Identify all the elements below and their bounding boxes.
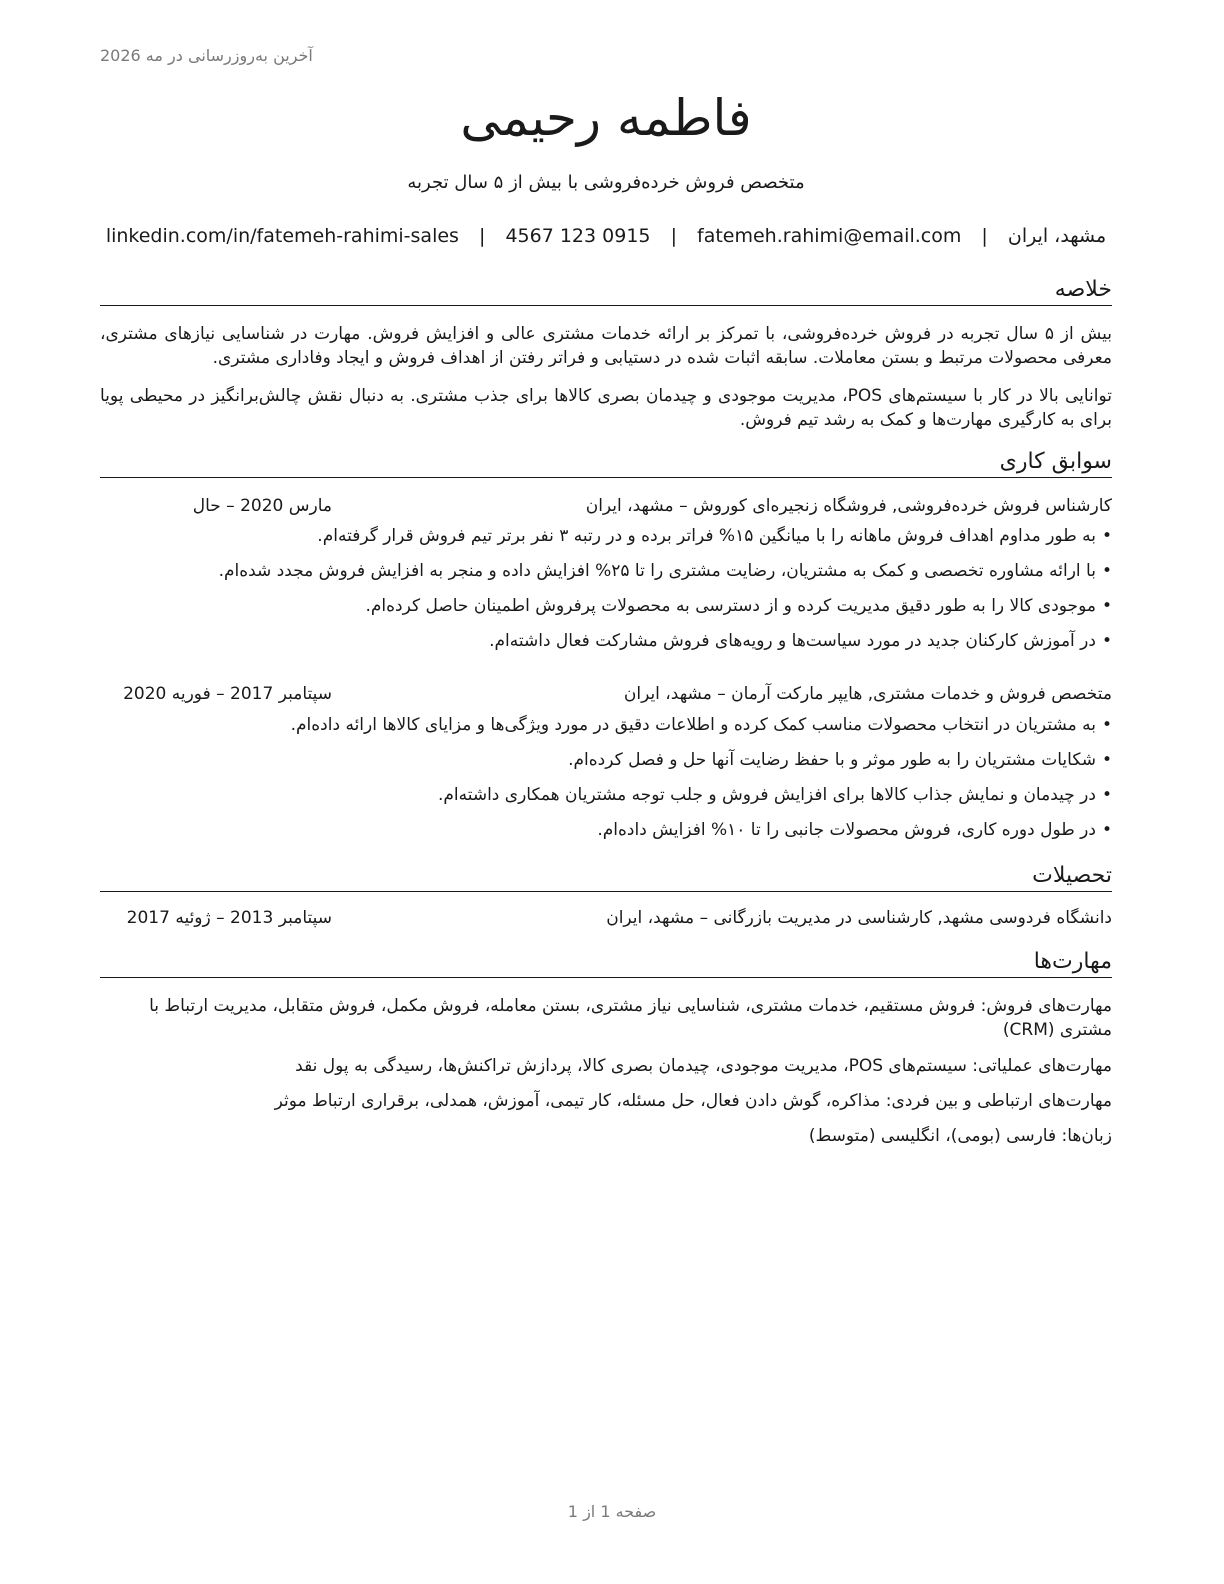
job-dates: سپتامبر 2017 – فوریه 2020 [123, 684, 332, 704]
list-item [100, 594, 1112, 629]
bullet-text: شکایات مشتریان را به طور موثر و با حفظ رضایت آنها حل و فصل کرده‌ام. [568, 750, 1096, 770]
bullet-marker: • [1101, 715, 1112, 735]
job-dates: مارس 2020 – حال [192, 496, 332, 516]
contact-phone: 4567 123 0915 [505, 225, 651, 247]
list-item [100, 629, 1112, 664]
skill-line: مهارت‌های عملیاتی: سیستم‌های POS، مدیریت موجودی، چیدمان بصری کالا، پردازش تراکنش‌ها، رسیدگی به پول نقد [295, 1056, 1112, 1076]
list-item [100, 783, 1112, 818]
bullet-marker: • [1101, 596, 1112, 616]
list-item [100, 559, 1112, 594]
summary-paragraph-2: توانایی بالا در کار با سیستم‌های POS، مدیریت موجودی و چیدمان بصری کالاها برای جذب مشتری. به دنبال نقش چالش‌برانگیز در محیطی پویا برای به کارگیری مهارت‌ها و کمک به رشد تیم فروش. [100, 386, 1112, 430]
contact-line [100, 222, 1112, 250]
job-role: کارشناس فروش خرده‌فروشی, فروشگاه زنجیره‌ای کوروش – مشهد، ایران [585, 496, 1112, 516]
contact-separator: | [479, 225, 486, 247]
bullet-text: در چیدمان و نمایش جذاب کالاها برای افزایش فروش و جلب توجه مشتریان همکاری داشته‌ام. [437, 785, 1096, 805]
contact-separator: | [981, 225, 988, 247]
bullet-marker: • [1101, 785, 1112, 805]
skill-line: مهارت‌های ارتباطی و بین فردی: مذاکره، گوش دادن فعال، حل مسئله، کار تیمی، آموزش، همدلی، برقراری ارتباط موثر [274, 1091, 1112, 1111]
bullet-text: موجودی کالا را به طور دقیق مدیریت کرده و از دسترسی به محصولات پرفروش اطمینان حاصل کرده‌ام. [365, 596, 1096, 616]
job-bullets [100, 524, 1112, 664]
list-item [100, 524, 1112, 559]
bullet-text: در طول دوره کاری، فروش محصولات جانبی را تا ۱۰% افزایش داده‌ام. [597, 820, 1096, 840]
contact-location: مشهد، ایران [1007, 225, 1107, 247]
education-degree: دانشگاه فردوسی مشهد, کارشناسی در مدیریت بازرگانی – مشهد، ایران [606, 908, 1112, 928]
bullet-marker: • [1101, 820, 1112, 840]
candidate-name: فاطمه رحیمی [460, 89, 752, 147]
section-title-experience: سوابق کاری [100, 447, 1112, 478]
education-dates: سپتامبر 2013 – ژوئیه 2017 [126, 908, 332, 928]
skill-line: مهارت‌های فروش: فروش مستقیم، خدمات مشتری، شناسایی نیاز مشتری، بستن معامله، فروش مکمل، فروش متقابل، مدیریت ارتباط با مشتری (CRM) [149, 996, 1112, 1040]
last-updated-note: آخرین به‌روزرسانی در مه 2026 [100, 46, 313, 65]
list-item [100, 818, 1112, 853]
skill-line: زبان‌ها: فارسی (بومی)، انگلیسی (متوسط) [808, 1126, 1112, 1146]
section-title-skills: مهارت‌ها [100, 947, 1112, 978]
job-bullets [100, 713, 1112, 853]
bullet-marker: • [1101, 750, 1112, 770]
bullet-text: در آموزش کارکنان جدید در مورد سیاست‌ها و رویه‌های فروش مشارکت فعال داشته‌ام. [489, 631, 1096, 651]
section-title-education: تحصیلات [100, 861, 1112, 892]
summary-paragraph-1: بیش از ۵ سال تجربه در فروش خرده‌فروشی، با تمرکز بر ارائه خدمات مشتری عالی و افزایش فروش. مهارت در شناسایی نیازهای مشتری، معرفی محصولات مرتبط و بستن معاملات. سابقه اثبات شده در دستیابی و فراتر رفتن از اهداف فروش و ایجاد وفاداری مشتری. [100, 324, 1112, 368]
section-title-summary: خلاصه [100, 275, 1112, 306]
contact-email[interactable]: fatemeh.rahimi@email.com [697, 225, 962, 247]
bullet-text: با ارائه مشاوره تخصصی و کمک به مشتریان، رضایت مشتری را تا ۲۵% افزایش داده و منجر به افزایش فروش مجدد شده‌ام. [218, 561, 1096, 581]
bullet-text: به طور مداوم اهداف فروش ماهانه را با میانگین ۱۵% فراتر برده و در رتبه ۳ نفر برتر تیم فروش قرار گرفته‌ام. [317, 526, 1096, 546]
page-number: صفحه 1 از 1 [567, 1502, 657, 1521]
job-role: متخصص فروش و خدمات مشتری, هایپر مارکت آرمان – مشهد، ایران [623, 684, 1112, 704]
headline: متخصص فروش خرده‌فروشی با بیش از ۵ سال تجربه [407, 172, 805, 193]
list-item [100, 713, 1112, 748]
bullet-marker: • [1101, 631, 1112, 651]
bullet-marker: • [1101, 561, 1112, 581]
list-item [100, 748, 1112, 783]
bullet-marker: • [1101, 526, 1112, 546]
bullet-text: به مشتریان در انتخاب محصولات مناسب کمک کرده و اطلاعات دقیق در مورد ویژگی‌ها و مزایای کالاها ارائه داده‌ام. [290, 715, 1096, 735]
contact-separator: | [670, 225, 677, 247]
contact-linkedin[interactable]: linkedin.com/in/fatemeh-rahimi-sales [105, 225, 459, 247]
